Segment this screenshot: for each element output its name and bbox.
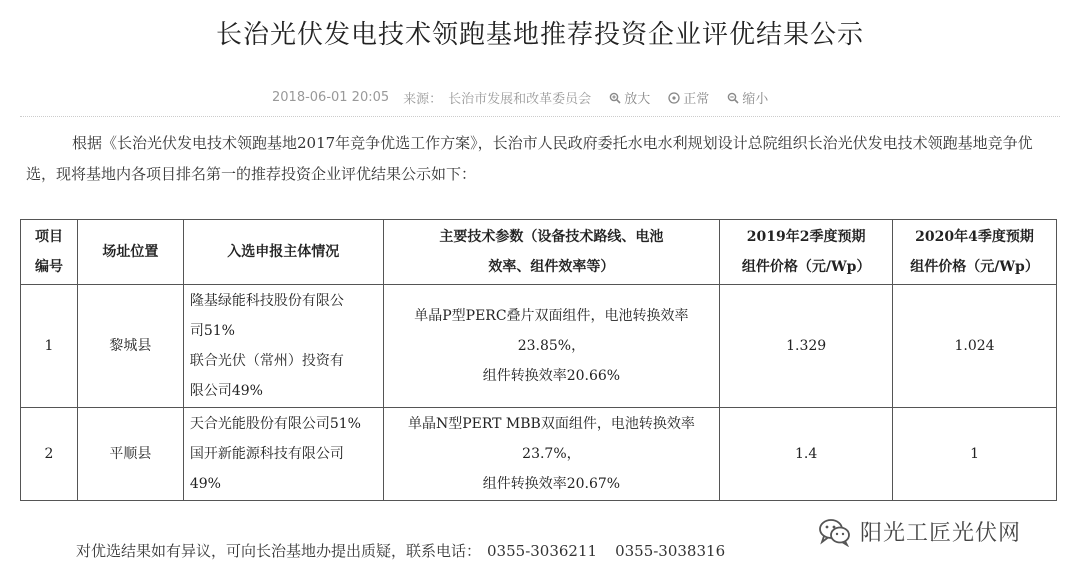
header-enterprise: 入选申报主体情况 — [183, 220, 383, 285]
zoom-in-icon — [609, 92, 621, 104]
article-title: 长治光伏发电技术领跑基地推荐投资企业评优结果公示 — [215, 20, 864, 50]
watermark — [818, 516, 1021, 547]
header-price-2019: 2019年2季度预期 组件价格（元/Wp） — [720, 220, 893, 285]
footer-text: 对优选结果如有异议，可向长治基地办提出质疑，联系电话： — [76, 542, 482, 560]
publish-date: 2018-06-01 20:05 — [272, 90, 390, 105]
zoom-out-label: 缩小 — [742, 92, 769, 107]
wechat-icon — [818, 517, 852, 547]
cell-enterprise: 隆基绿能科技股份有限公 司51% 联合光伏（常州）投资有 限公司49% — [183, 285, 383, 408]
table-row — [21, 285, 1057, 408]
zoom-out-icon — [727, 92, 739, 104]
table-header-row — [21, 220, 1057, 285]
normal-size-button[interactable] — [668, 88, 709, 107]
header-site: 场址位置 — [77, 220, 183, 285]
cell-tech-params: 单晶P型PERC叠片双面组件，电池转换效率 23.85%， 组件转换效率20.66% — [383, 285, 720, 408]
source-label: 来源： — [403, 92, 443, 107]
cell-price-2020: 1.024 — [893, 285, 1057, 408]
source-name: 长治市发展和改革委员会 — [448, 92, 592, 107]
cell-price-2019: 1.329 — [720, 285, 893, 408]
header-project-no: 项目 编号 — [21, 220, 78, 285]
phone-2: 0355-3038316 — [615, 542, 726, 560]
cell-price-2019: 1.4 — [720, 408, 893, 501]
cell-site: 平顺县 — [77, 408, 183, 501]
cell-price-2020: 1 — [893, 408, 1057, 501]
header-price-2020: 2020年4季度预期 组件价格（元/Wp） — [893, 220, 1057, 285]
header-tech-params: 主要技术参数（设备技术路线、电池 效率、组件效率等） — [383, 220, 720, 285]
zoom-out-button[interactable] — [727, 88, 768, 107]
contact-footer — [76, 540, 743, 561]
article-meta — [272, 88, 768, 107]
zoom-in-button[interactable] — [609, 88, 650, 107]
cell-enterprise: 天合光能股份有限公司51% 国开新能源科技有限公司 49% — [183, 408, 383, 501]
normal-size-label: 正常 — [683, 92, 710, 107]
table-row — [21, 408, 1057, 501]
cell-tech-params: 单晶N型PERT MBB双面组件，电池转换效率 23.7%， 组件转换效率20.67% — [383, 408, 720, 501]
cell-project-no: 2 — [21, 408, 78, 501]
phone-1: 0355-3036211 — [487, 542, 598, 560]
divider — [20, 116, 1060, 117]
reset-icon — [668, 92, 680, 104]
watermark-text: 阳光工匠光伏网 — [860, 521, 1022, 546]
cell-project-no: 1 — [21, 285, 78, 408]
intro-paragraph: 根据《长治光伏发电技术领跑基地2017年竞争优选工作方案》，长治市人民政府委托水电水利规划设计总院组织长治光伏发电技术领跑基地竞争优选，现将基地内各项目排名第一的推荐投资企业评优结果公示如下： — [26, 134, 1033, 183]
cell-site: 黎城县 — [77, 285, 183, 408]
results-table — [20, 219, 1057, 501]
zoom-in-label: 放大 — [624, 92, 651, 107]
